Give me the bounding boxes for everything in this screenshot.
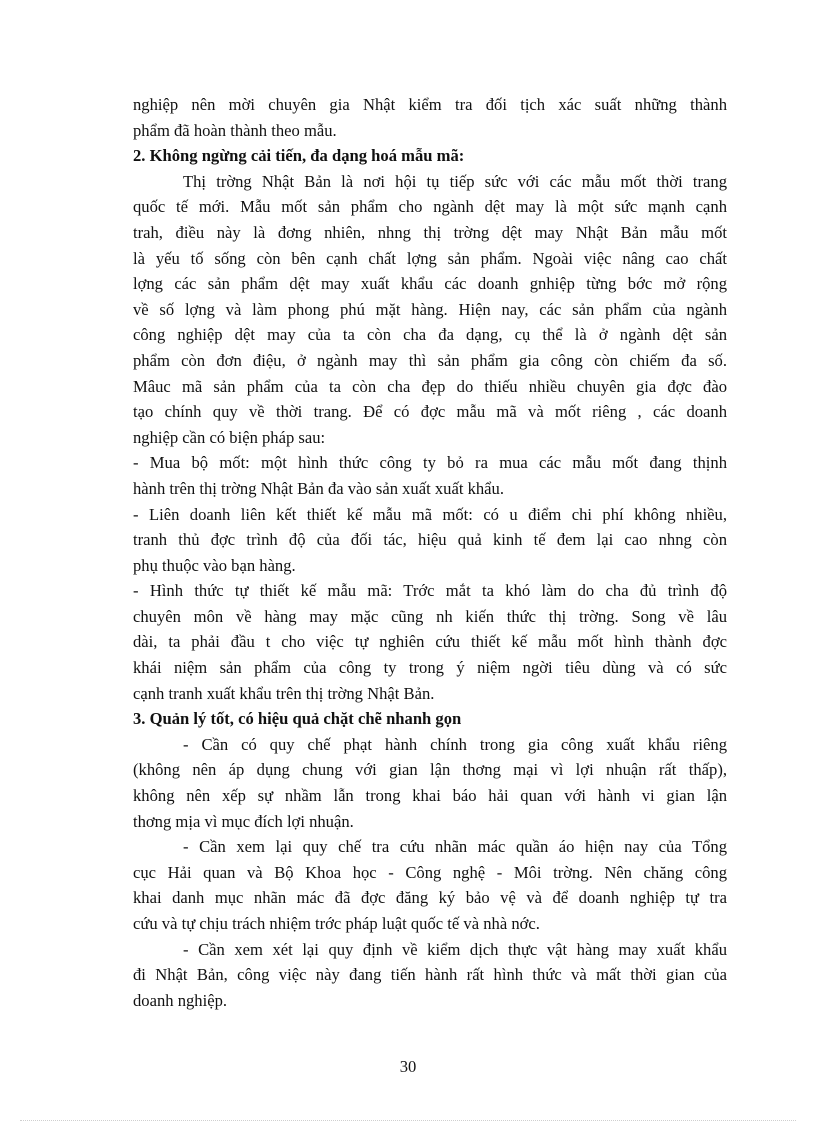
page-bottom-divider [20,1120,796,1121]
text-line: doanh nghiệp. [133,990,228,1010]
text-line: thơng mịa vì mục đích lợi nhuận. [133,811,354,831]
text-line: lợng các sản phẩm dệt may xuất khẩu các doanh gnhiệp từng bớc mở rộng [133,274,727,294]
text-line: dài, ta phải đầu t cho việc tự nghiên cứu thiết kế mẫu mốt hình thành đợc [133,632,727,652]
text-line: tạo chính quy về thời trang. Để có đợc mẫu mã và mốt riêng , các doanh [133,402,727,422]
text-line: - Cần có quy chế phạt hành chính trong gia công xuất khẩu riêng [183,734,727,754]
text-line: về số lợng và làm phong phú mặt hàng. Hiện nay, các sản phẩm của ngành [133,299,727,319]
text-line: cạnh tranh xuất khẩu trên thị trờng Nhật Bản. [133,683,435,703]
text-line: nghiệp nên mời chuyên gia Nhật kiểm tra đối tịch xác suất những thành [133,95,727,114]
text-line: chuyên môn về hàng may mặc cũng nh kiến thức thị trờng. Song về lâu [133,606,727,626]
text-line: Mâuc mã sản phẩm của ta còn cha đẹp do thiếu nhiều chuyên gia đợc đào [133,376,727,396]
text-line: Thị trờng Nhật Bản là nơi hội tụ tiếp sức với các mẫu mốt thời trang [183,171,727,191]
text-line: phụ thuộc vào bạn hàng. [133,555,296,575]
text-line: - Mua bộ mốt: một hình thức công ty bỏ ra mua các mẫu mốt đang thịnh [133,453,727,473]
text-line: - Liên doanh liên kết thiết kế mẫu mã mốt: có u điểm chi phí không nhiều, [133,504,727,524]
text-line: phẩm còn đơn điệu, ở ngành may thì sản phẩm gia công còn chiếm đa số. [133,350,727,370]
text-line: - Cần xem lại quy chế tra cứu nhãn mác quần áo hiện nay của Tổng [183,837,727,857]
text-line: công nghiệp dệt may của ta còn cha đa dạng, cụ thể là ở ngành dệt sản [133,325,727,345]
page-number: 30 [399,1057,417,1076]
text-line: nghiệp cần có biện pháp sau: [133,427,326,447]
text-line: quốc tế mới. Mẫu mốt sản phẩm cho ngành dệt may là một sức mạnh cạnh [133,197,727,217]
text-line: cứu và tự chịu trách nhiệm trớc pháp luật quốc tế và nhà nớc. [133,914,540,933]
text-line: khai danh mục nhãn mác đã đợc đăng ký bảo vệ và để doanh nghiệp tự tra [133,888,727,908]
text-line: trah, điều này là đơng nhiên, nhng thị trờng dệt may Nhật Bản mẫu mốt [133,222,727,242]
text-line: - Hình thức tự thiết kế mẫu mã: Trớc mắt ta khó làm do cha đủ trình độ [133,581,727,601]
text-line: không nên xếp sự nhầm lẫn trong khai báo hải quan với hành vi gian lận [133,786,727,806]
section-heading: 2. Không ngừng cải tiến, đa dạng hoá mẫu mã: [133,146,465,166]
text-line: đi Nhật Bản, công việc này đang tiến hành rất hình thức và mất thời gian của [133,965,727,985]
text-line: - Cần xem xét lại quy định về kiểm dịch thực vật hàng may xuất khẩu [183,939,727,959]
text-line: là yếu tố sống còn bên cạnh chất lợng sản phẩm. Ngoài việc nâng cao chất [133,248,727,268]
section-heading: 3. Quản lý tốt, có hiệu quả chặt chẽ nhanh gọn [133,709,462,729]
text-line: (không nên áp dụng chung với gian lận thơng mại vì lợi nhuận rất thấp), [133,760,727,780]
text-line: cục Hải quan và Bộ Khoa học - Công nghệ - Môi trờng. Nên chăng công [133,862,727,882]
text-line: phẩm đã hoàn thành theo mẫu. [133,120,337,140]
text-line: khái niệm sản phẩm của công ty trong ý niệm ngời tiêu dùng và có sức [133,658,727,678]
text-line: hành trên thị trờng Nhật Bản đa vào sản xuất xuất khẩu. [133,478,504,498]
document-body [133,92,727,1013]
text-line: tranh thủ đợc trình độ của đối tác, hiệu quả kinh tế đem lại cao nhng còn [133,530,727,550]
